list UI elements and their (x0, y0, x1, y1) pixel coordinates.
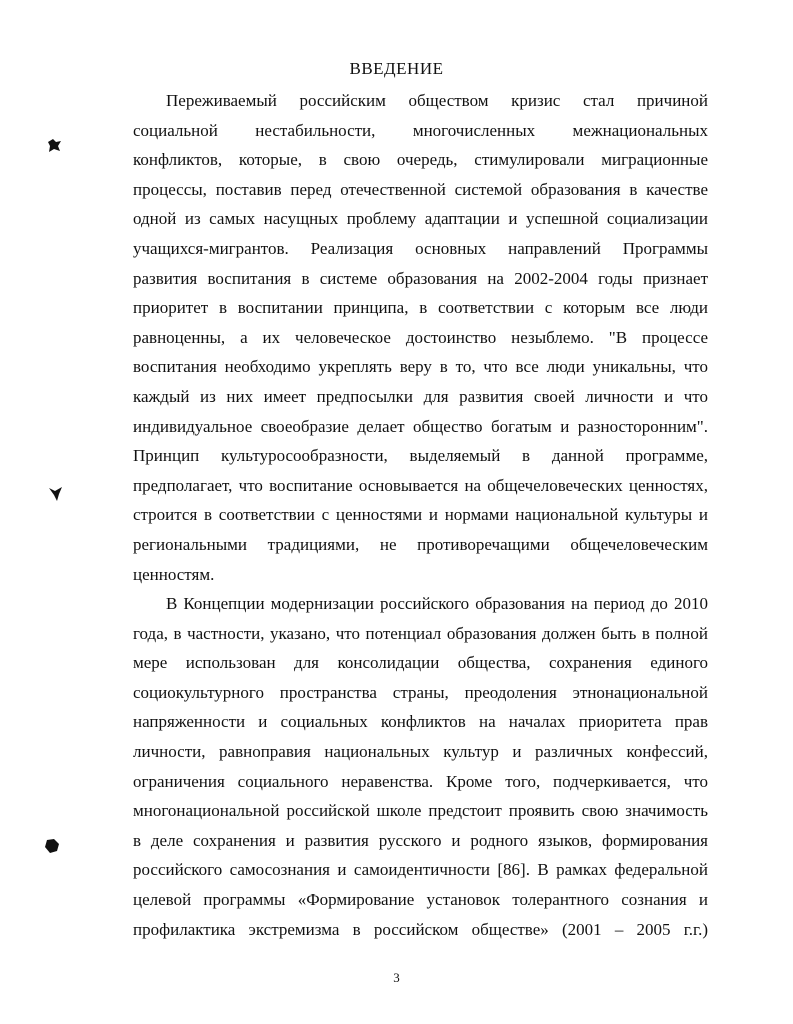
text-line: процессы, поставив перед отечественной системой образования в качестве (133, 179, 708, 199)
text-line: индивидуальное своеобразие делает общество богатым и разносторонним". (133, 416, 708, 436)
body-text (133, 86, 708, 944)
text-line: ограничения социального неравенства. Кроме того, подчеркивается, что (133, 771, 708, 791)
text-line: В Концепции модернизации российского образования на период до 2010 (166, 594, 708, 614)
punch-mark-icon (48, 486, 62, 500)
text-line: предполагает, что воспитание основывается на общечеловеческих ценностях, (133, 475, 708, 495)
text-line: Принцип культуросообразности, выделяемый в данной программе, (133, 446, 708, 466)
text-line: Переживаемый российским обществом кризис стал причиной (166, 91, 708, 110)
text-line: одной из самых насущных проблему адаптации и успешной социализации (133, 209, 708, 229)
punch-mark-icon (44, 838, 58, 852)
text-line: российского самосознания и самоидентичности [86]. В рамках федеральной (133, 860, 708, 880)
text-line: целевой программы «Формирование установок толерантного сознания и (133, 890, 708, 910)
text-line: равноценны, а их человеческое достоинство незыблемо. "В процессе (133, 327, 708, 347)
text-line: социальной нестабильности, многочисленных межнациональных (133, 120, 708, 140)
text-line: каждый из них имеет предпосылки для развития своей личности и что (133, 386, 708, 406)
text-line: многонациональной российской школе предстоит проявить свою значимость (133, 801, 708, 821)
text-line: приоритет в воспитании принципа, в соответствии с которым все люди (133, 298, 708, 318)
text-line: профилактика экстремизма в российском обществе» (2001 – 2005 г.г.) (133, 919, 708, 939)
punch-mark-icon (46, 138, 60, 152)
text-line: мере использован для консолидации общества, сохранения единого (133, 653, 708, 673)
page-number: 3 (393, 970, 400, 985)
text-line: личности, равноправия национальных культур и различных конфессий, (133, 742, 708, 762)
text-line: напряженности и социальных конфликтов на началах приоритета прав (133, 712, 708, 732)
text-line: года, в частности, указано, что потенциал образования должен быть в полной (133, 623, 708, 643)
text-line: воспитания необходимо укреплять веру в то, что все люди уникальны, что (133, 357, 708, 377)
text-line: социокультурного пространства страны, преодоления этнонациональной (133, 682, 708, 702)
text-line: ценностям. (133, 564, 215, 584)
text-line: строится в соответствии с ценностями и нормами национальной культуры и (133, 505, 708, 525)
text-line: развития воспитания в системе образования на 2002-2004 годы признает (133, 268, 708, 288)
text-line: региональными традициями, не противоречащими общечеловеческим (133, 534, 708, 554)
text-line: учащихся-мигрантов. Реализация основных направлений Программы (133, 238, 708, 258)
text-line: конфликтов, которые, в свою очередь, стимулировали миграционные (133, 150, 708, 170)
text-line: в деле сохранения и развития русского и родного языков, формирования (133, 830, 708, 850)
page-title: ВВЕДЕНИЕ (349, 59, 444, 78)
